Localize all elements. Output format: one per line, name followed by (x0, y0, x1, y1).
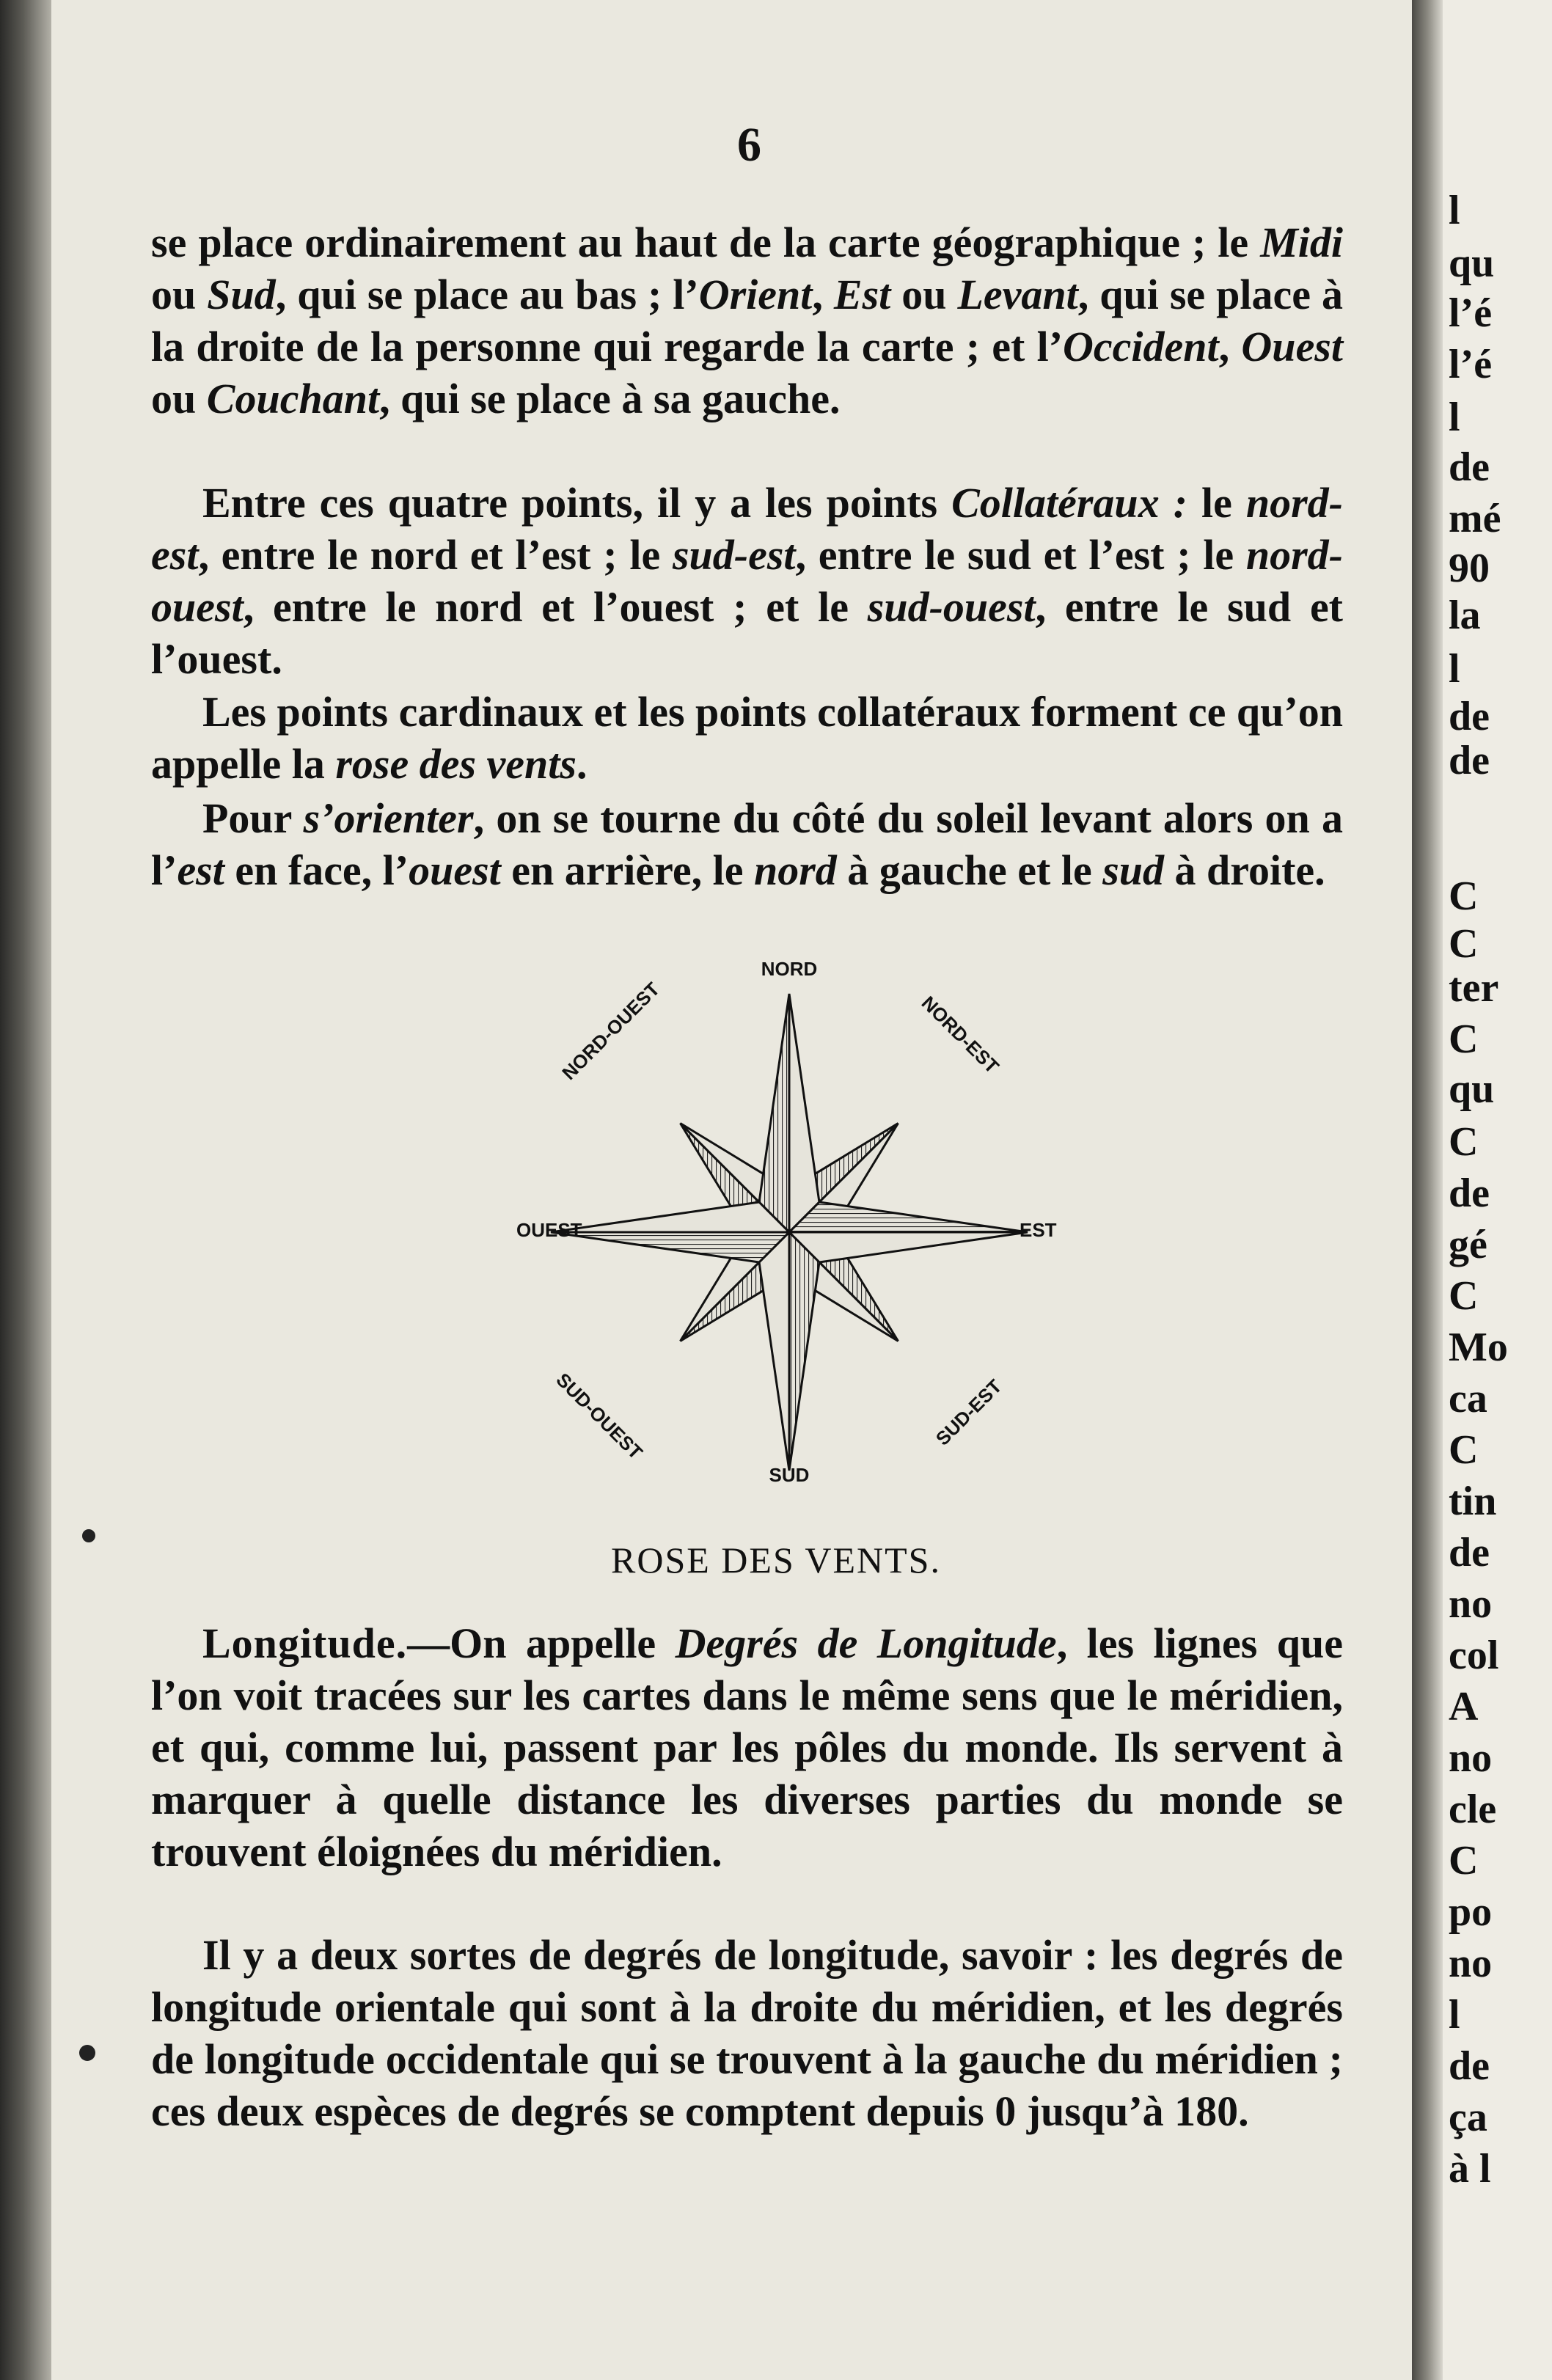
next-page-text-fragment: de (1449, 1171, 1490, 1216)
compass-label-north: NORD (761, 958, 818, 980)
next-page-text-fragment: de (1449, 694, 1490, 739)
next-page-text-fragment: po (1449, 1889, 1493, 1935)
next-page-text-fragment: qu (1449, 1066, 1495, 1112)
next-page-text-fragment: gé (1449, 1222, 1487, 1267)
next-page-text-fragment: C (1449, 1119, 1479, 1165)
next-page-text-fragment: de (1449, 2043, 1490, 2089)
paragraph-orientation: Pour s’orienter, on se tourne du côté du soleil levant alors on a l’est en face, l’ouest en arrière, le nord à gauche et le sud à droite. (151, 794, 1343, 894)
compass-label-east: EST (1020, 1219, 1057, 1241)
paragraph-cardinal-points: se place ordinairement au haut de la carte géographique ; le Midi ou Sud, qui se place au bas ; l’Orient, Est ou Levant, qui se place à la droite de la personne qui regarde la carte ; et l’Occident, Ouest ou Couchant, qui se place à sa gauche. (151, 219, 1343, 422)
next-page-text-fragment: ca (1449, 1376, 1487, 1421)
margin-ink-mark (79, 2045, 95, 2061)
paragraph-collateral-points: Entre ces quatre points, il y a les points Collatéraux : le nord-est, entre le nord et l’est ; le sud-est, entre le sud et l’est ; le nord-ouest, entre le nord et l’ouest ; et le sud-ouest, entre le sud et l’ouest. (151, 479, 1344, 683)
compass-point-cardinal (789, 1232, 1028, 1262)
compass-point-cardinal (759, 994, 789, 1232)
next-page-text-fragment: C (1449, 1017, 1479, 1062)
compass-label-northeast: NORD-EST (917, 992, 1003, 1078)
next-page-text-fragment: C (1449, 874, 1479, 919)
next-page-text-fragment: l’é (1449, 290, 1493, 336)
compass-point-cardinal (789, 1202, 1028, 1232)
compass-label-south: SUD (769, 1464, 810, 1486)
paragraph-longitude-definition: Longitude.—On appelle Degrés de Longitude, les lignes que l’on voit tracées sur les cartes dans le même sens que le méridien, et qui, comme lui, passent par les pôles du monde. Ils servent à marquer à quelle distance les diverses parties du monde se trouvent éloignées du méridien. (151, 1619, 1343, 1875)
page-edge-shadow (0, 0, 51, 2380)
section-heading-longitude: Longitude. (202, 1619, 408, 1667)
next-page-text-fragment: la (1449, 593, 1481, 638)
next-page-text-fragment: C (1449, 1273, 1479, 1319)
figure-caption: ROSE DES VENTS. (611, 1539, 941, 1581)
next-page-text-fragment: C (1449, 921, 1479, 967)
adjacent-page-fragment (1443, 0, 1552, 2380)
compass-label-west: OUEST (516, 1219, 582, 1241)
compass-label-southeast: SUD-EST (931, 1374, 1006, 1450)
next-page-text-fragment: A (1449, 1684, 1479, 1729)
next-page-text-fragment: tin (1449, 1479, 1497, 1524)
next-page-text-fragment: ça (1449, 2095, 1487, 2140)
compass-center (787, 1230, 791, 1234)
next-page-text-fragment: no (1449, 1735, 1493, 1781)
next-page-text-fragment: no (1449, 1581, 1493, 1627)
compass-label-northwest: NORD-OUEST (557, 978, 665, 1085)
next-page-text-fragment: l (1449, 646, 1460, 692)
next-page-text-fragment: qu (1449, 241, 1495, 286)
next-page-text-fragment: de (1449, 444, 1490, 490)
compass-point-cardinal (551, 1232, 789, 1262)
next-page-text-fragment: C (1449, 1427, 1479, 1473)
next-page-text-fragment: de (1449, 1530, 1490, 1575)
next-page-text-fragment: col (1449, 1633, 1499, 1678)
next-page-text-fragment: Mo (1449, 1325, 1508, 1370)
compass-point-cardinal (789, 994, 819, 1232)
next-page-text-fragment: l (1449, 188, 1460, 233)
next-page-text-fragment: no (1449, 1941, 1493, 1986)
next-page-text-fragment: l (1449, 395, 1460, 440)
compass-point-cardinal (789, 1232, 819, 1471)
next-page-text-fragment: l (1449, 1992, 1460, 2037)
next-page-text-fragment: 90 (1449, 546, 1490, 591)
page-number: 6 (737, 118, 761, 172)
compass-point-cardinal (551, 1202, 789, 1232)
next-page-text-fragment: mé (1449, 496, 1501, 541)
next-page-text-fragment: cle (1449, 1787, 1497, 1832)
paragraph-rose-des-vents: Les points cardinaux et les points collatéraux forment ce qu’on appelle la rose des vents. (151, 688, 1343, 788)
next-page-text-fragment: C (1449, 1838, 1479, 1883)
next-page-text-fragment: de (1449, 738, 1490, 783)
next-page-text-fragment: l’é (1449, 342, 1493, 387)
book-gutter (1412, 0, 1443, 2380)
next-page-text-fragment: à l (1449, 2146, 1491, 2192)
compass-rose-illustration (513, 953, 1071, 1511)
compass-label-southwest: SUD-OUEST (552, 1368, 648, 1464)
paragraph-longitude-types: Il y a deux sortes de degrés de longitude, savoir : les degrés de longitude orientale qui sont à la droite du méridien, et les degrés de longitude occidentale qui se trouvent à la gauche du méridien ; ces deux espèces de degrés se comptent depuis 0 jusqu’à 180. (151, 1931, 1343, 2135)
next-page-text-fragment: ter (1449, 965, 1499, 1011)
compass-point-cardinal (759, 1232, 789, 1471)
